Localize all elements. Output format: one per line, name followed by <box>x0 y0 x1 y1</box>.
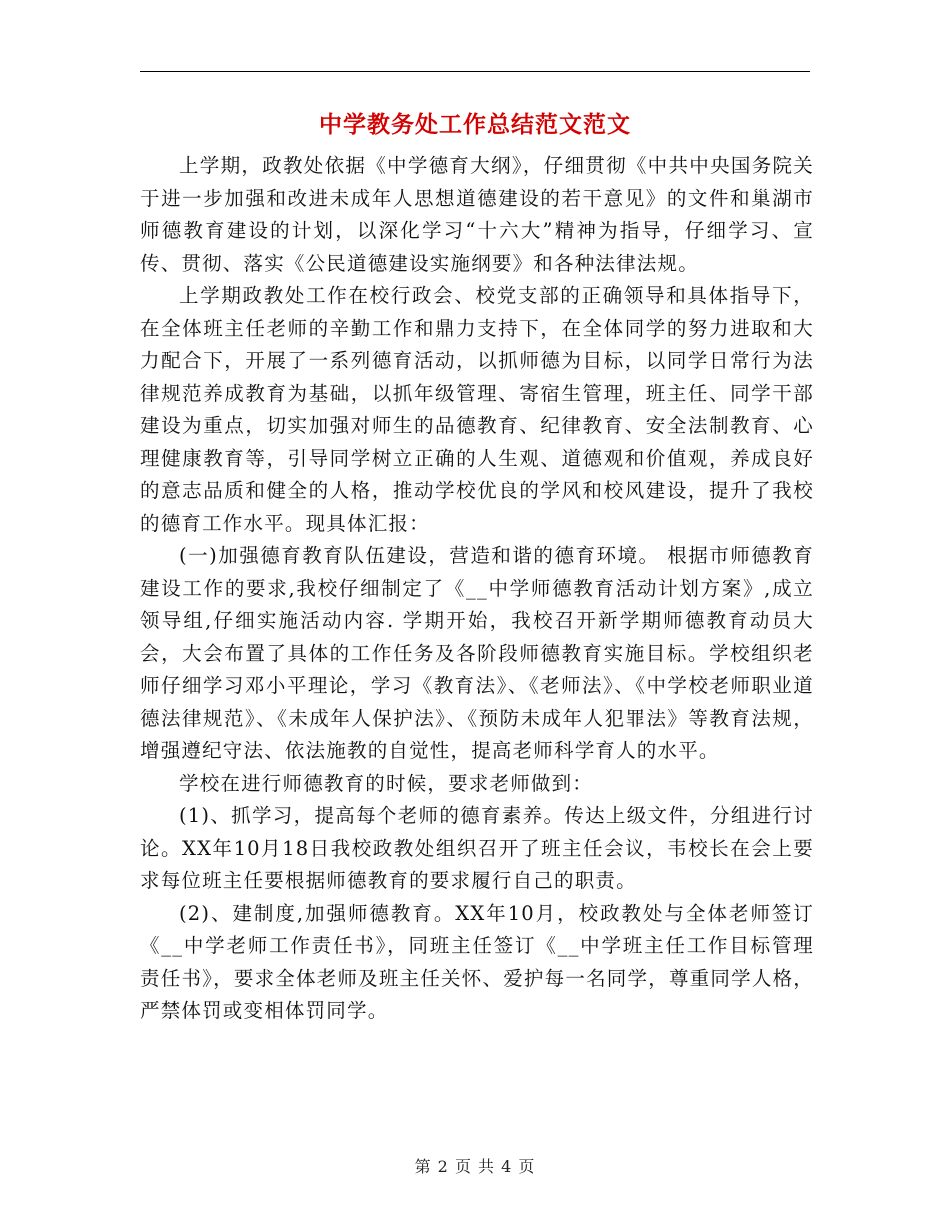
paragraph-section-1: (一)加强德育教育队伍建设，营造和谐的德育环境。 根据市师德教育建设工作的要求,我校仔细制定了《__中学师德教育活动计划方案》,成立领导组,仔细实施活动内容. 学期开始，我校召开新学期师德教育动员大会，大会布置了具体的工作任务及各阶段师德教育实施目标。学校组织老师仔细学习邓小平理论，学习《教育法》、《老师法》、《中学校老师职业道德法律规范》、《未成年人保护法》、《预防未成年人犯罪法》等教育法规，增强遵纪守法、依法施教的自觉性，提高老师科学育人的水平。 <box>140 544 814 762</box>
paragraph-summary: 上学期政教处工作在校行政会、校党支部的正确领导和具体指导下，在全体班主任老师的辛勤工作和鼎力支持下，在全体同学的努力进取和大力配合下，开展了一系列德育活动，以抓师德为目标，以同学日常行为法律规范养成教育为基础，以抓年级管理、寄宿生管理，班主任、同学干部建设为重点，切实加强对师生的品德教育、纪律教育、安全法制教育、心理健康教育等，引导同学树立正确的人生观、道德观和价值观，养成良好的意志品质和健全的人格，推动学校优良的学风和校风建设，提升了我校的德育工作水平。现具体汇报： <box>140 284 814 535</box>
document-title: 中学教务处工作总结范文范文 <box>319 111 631 138</box>
paragraph-requirements: 学校在进行师德教育的时候，要求老师做到： <box>179 771 594 795</box>
paragraph-item-2: (2)、建制度,加强师德教育。XX年10月，校政教处与全体老师签订《__中学老师工作责任书》，同班主任签订《__中学班主任工作目标管理责任书》，要求全体老师及班主任关怀、爱护每一名同学，尊重同学人格，严禁体罚或变相体罚同学。 <box>140 901 814 1022</box>
header-rule <box>140 71 810 72</box>
paragraph-item-1: (1)、抓学习，提高每个老师的德育素养。传达上级文件，分组进行讨论。XX年10月18日我校政教处组织召开了班主任会议，韦校长在会上要求每位班主任要根据师德教育的要求履行自己的职责。 <box>140 804 814 892</box>
document-body <box>140 150 814 1028</box>
paragraph-intro: 上学期，政教处依据《中学德育大纲》，仔细贯彻《中共中央国务院关于进一步加强和改进未成年人思想道德建设的若干意见》的文件和巢湖市师德教育建设的计划，以深化学习“十六大”精神为指导，仔细学习、宣传、贯彻、落实《公民道德建设实施纲要》和各种法律法规。 <box>140 154 814 275</box>
page-number: 第 2 页 共 4 页 <box>414 1157 536 1176</box>
